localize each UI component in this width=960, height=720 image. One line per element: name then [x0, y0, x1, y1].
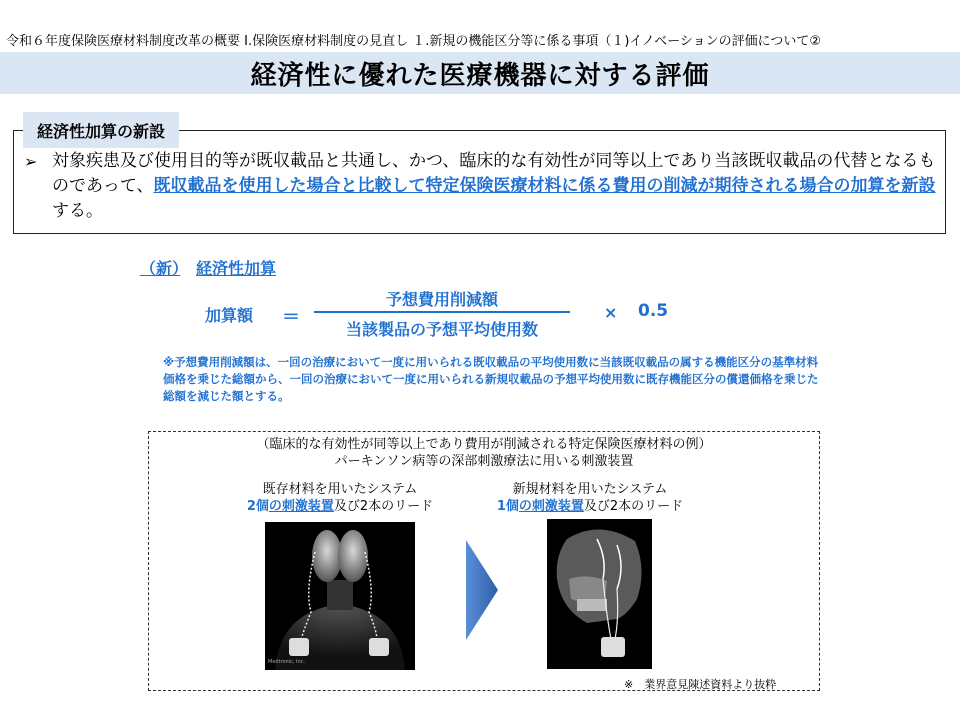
body-text-part1: 対象疾患及び使用目的等が既収載品と共通し、かつ、臨床的な有効性が同等以上であり当該既収載品の代替となるものであって、 [52, 151, 936, 196]
left-device: の刺激装置 [268, 499, 334, 514]
example-title-line2: パーキンソン病等の深部刺激療法に用いる刺激装置 [334, 454, 634, 469]
left-rest: 及び2本のリード [333, 499, 434, 514]
formula-equals: ＝ [282, 307, 300, 328]
bullet-arrow-icon: ➢ [24, 152, 38, 171]
section-body-text [52, 149, 940, 224]
existing-system-image [265, 522, 415, 670]
source-note: ※ 業界意見陳述資料より抜粋 [624, 678, 777, 691]
left-system-name: 既存材料を用いたシステム [262, 482, 418, 497]
title-bar [0, 52, 960, 94]
example-title [148, 436, 820, 470]
footnote: ※予想費用削減額は、一回の治療において一度に用いられる既収載品の平均使用数に当該既収載品の属する機能区分の基準材料価格を乗じた総額から、一回の治療において一度に用いられる新規収載品の予想平均使用数に既存機能区分の償還価格を乗じた総額を減じた額とする。 [163, 355, 819, 403]
breadcrumb: 令和６年度保険医療材料制度改革の概要 Ⅰ.保険医療材料制度の見直し １.新規の機能区分等に係る事項（１)イノベーションの評価について② [6, 34, 822, 49]
fraction-line [314, 311, 570, 313]
left-count: 2個 [246, 499, 269, 514]
right-device: の刺激装置 [518, 499, 584, 514]
right-rest: 及び2本のリード [583, 499, 684, 514]
formula-lhs: 加算額 [205, 306, 254, 325]
arrow-right-icon [462, 540, 502, 640]
formula-numerator: 予想費用削減額 [385, 290, 498, 309]
left-system-detail [230, 498, 450, 515]
right-system-detail [470, 498, 710, 515]
section-tab: 経済性加算の新設 [23, 112, 179, 148]
addition-name: 経済性加算 [196, 259, 277, 278]
brand-mark: Medtronic, Inc. [268, 659, 305, 665]
right-count: 1個 [496, 499, 519, 514]
page-title: 経済性に優れた医療機器に対する評価 [250, 60, 710, 91]
new-addition-label [140, 256, 276, 279]
example-title-line1: （臨床的な有効性が同等以上であり費用が削減される特定保険医療材料の例） [256, 437, 712, 452]
left-system-caption [230, 481, 450, 515]
body-text-highlight: 既収載品を使用した場合と比較して特定保険医療材料に係る費用の削減が期待される場合の加算を新設 [153, 176, 936, 196]
formula-factor: 0.5 [638, 301, 669, 321]
right-system-caption [470, 481, 710, 515]
body-text-part2: する。 [52, 201, 103, 221]
formula-times: × [604, 303, 618, 322]
new-tag: （新） [140, 259, 181, 278]
new-system-image [547, 519, 652, 669]
formula-denominator: 当該製品の予想平均使用数 [345, 320, 538, 339]
right-system-name: 新規材料を用いたシステム [512, 482, 668, 497]
